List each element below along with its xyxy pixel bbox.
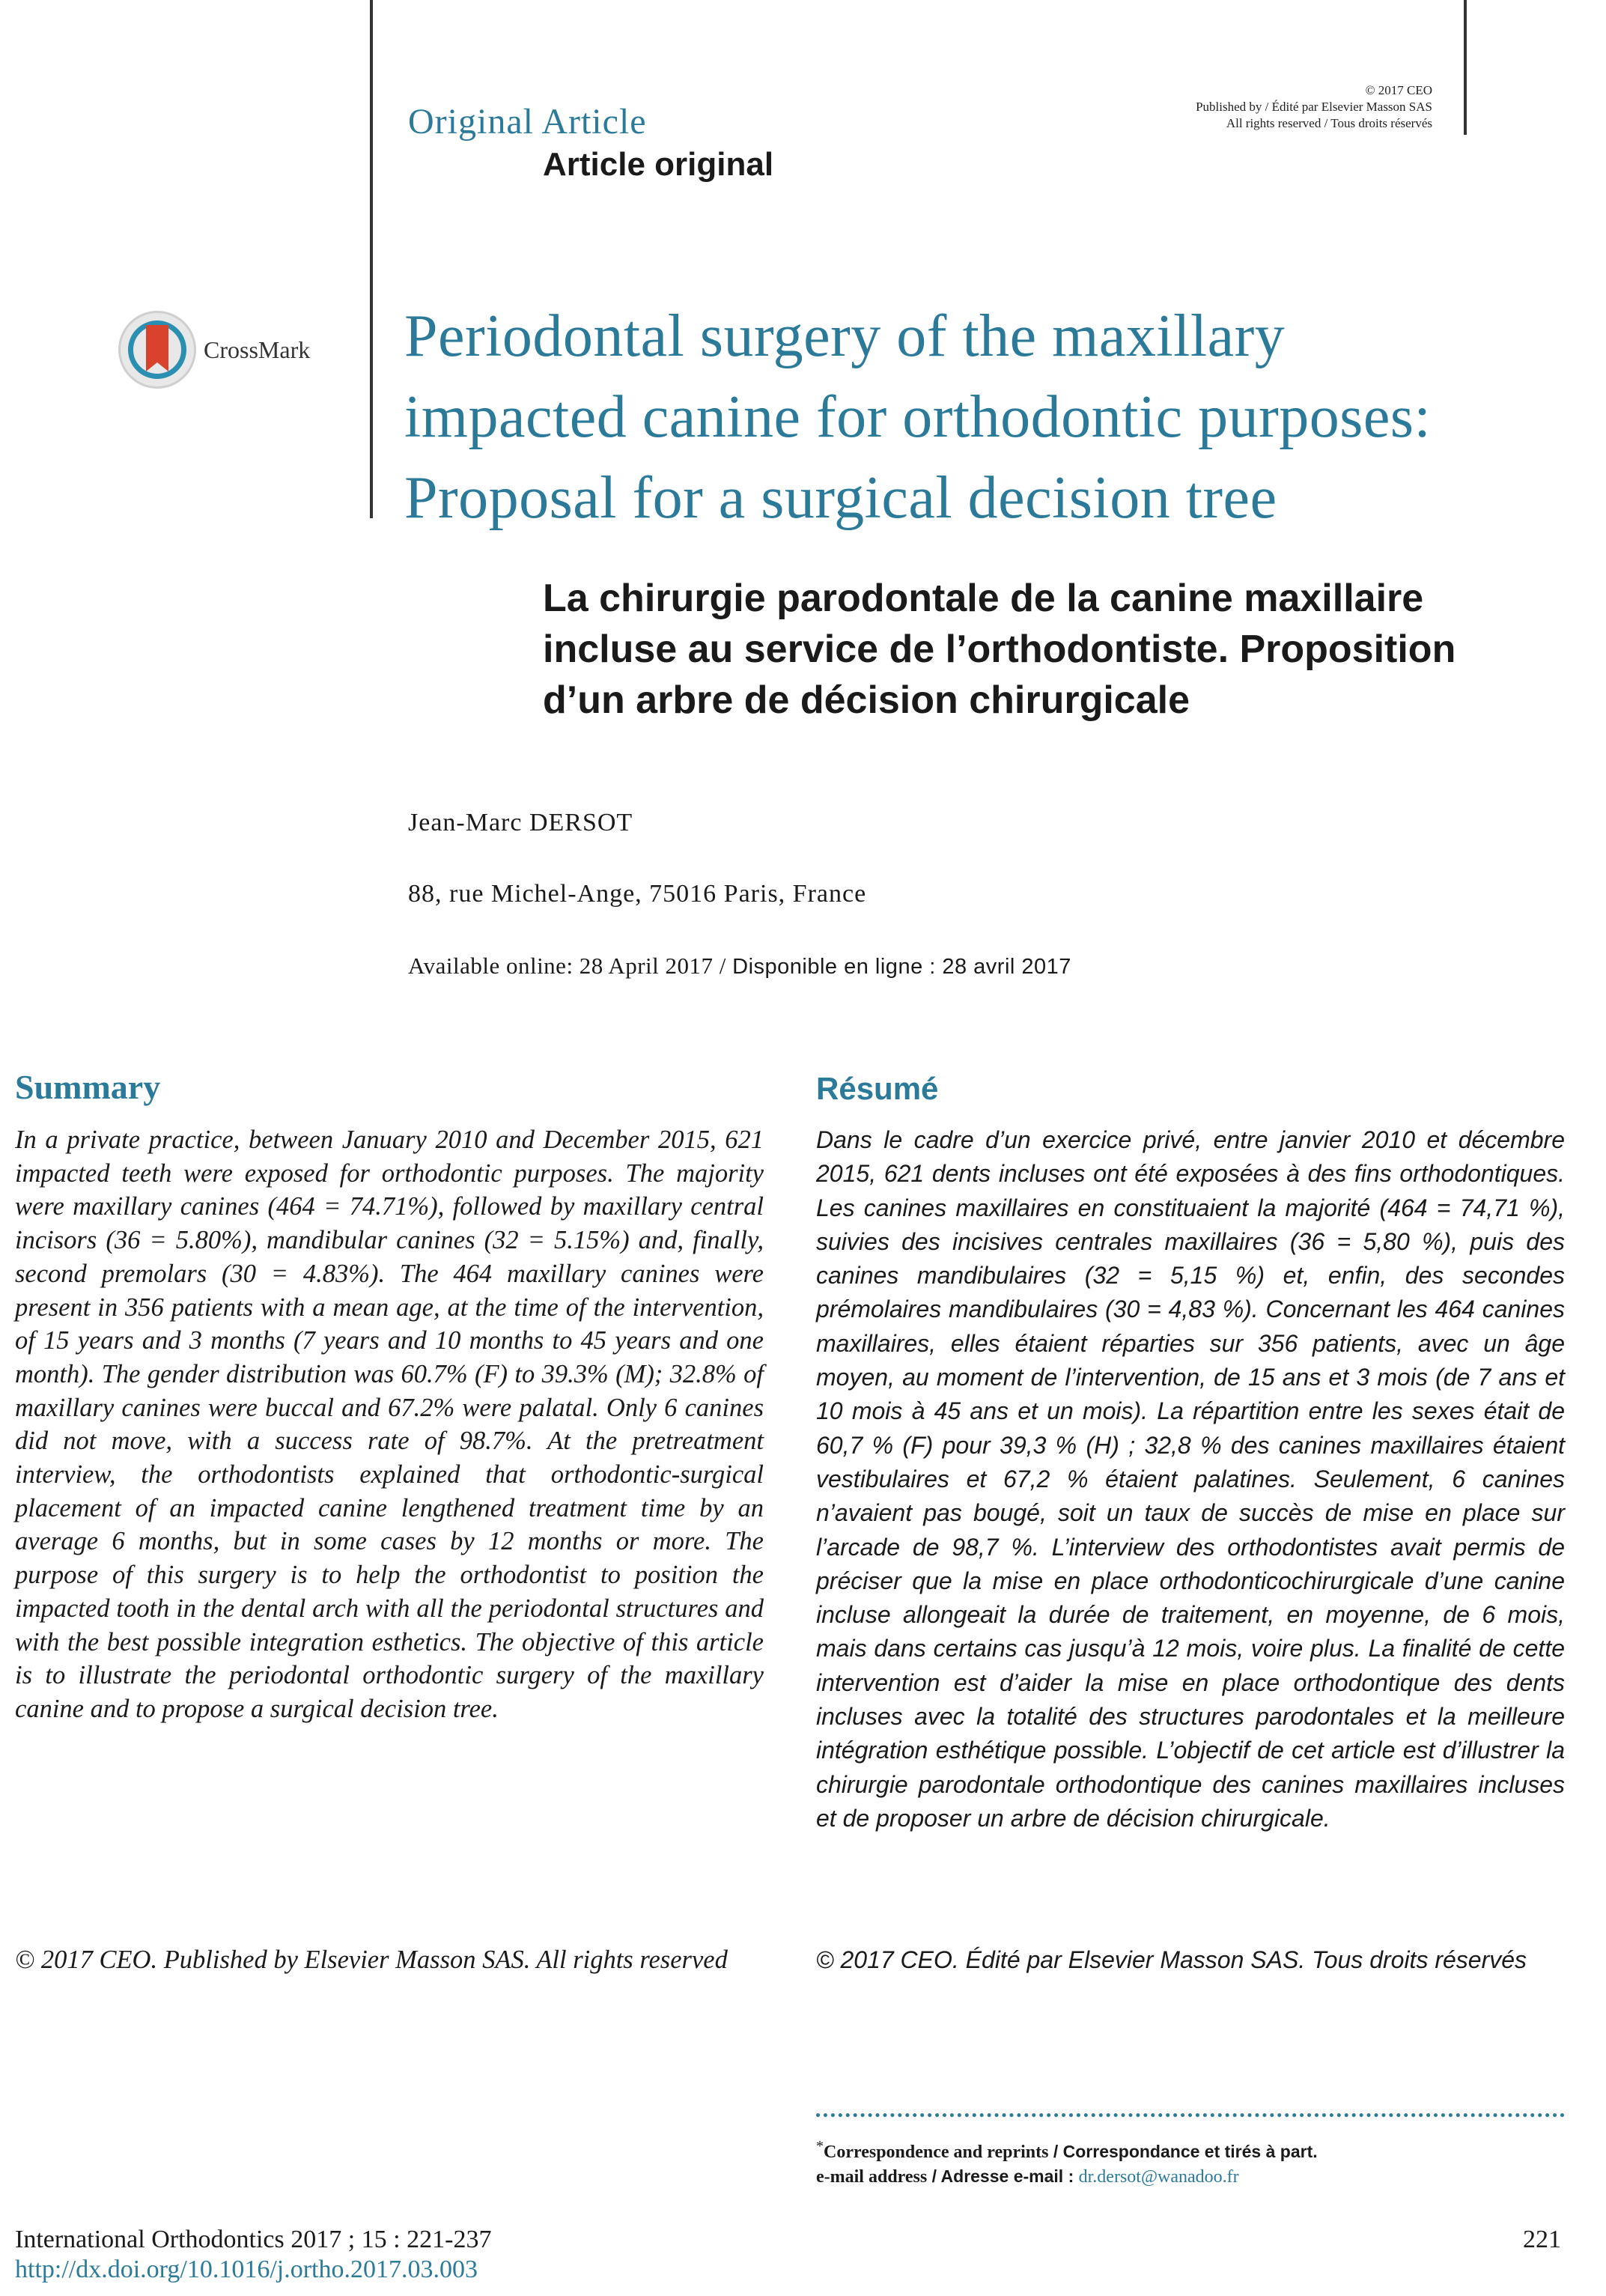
summary-heading: Summary — [15, 1068, 161, 1106]
correspondence-note — [816, 2134, 1318, 2189]
publisher-info — [1196, 82, 1432, 132]
title-line: impacted canine for orthodontic purposes: — [404, 384, 1432, 450]
vertical-rule-left — [370, 0, 373, 518]
title-line: Periodontal surgery of the maxillary — [404, 303, 1286, 369]
title-line: Proposal for a surgical decision tree — [404, 465, 1277, 531]
available-en: Available online: 28 April 2017 / — [408, 953, 733, 979]
correspondence-label-fr: / Correspondance et tirés à part. — [1048, 2142, 1318, 2161]
publisher-line: © 2017 CEO — [1365, 83, 1432, 97]
section-label-fr: Article original — [543, 146, 774, 183]
crossmark-icon — [118, 311, 196, 389]
footnote-star: * — [816, 2138, 824, 2154]
correspondence-label-en: Correspondence and reprints — [824, 2142, 1049, 2162]
author-name: Jean-Marc DERSOT — [408, 809, 633, 836]
resume-copyright: © 2017 CEO. Édité par Elsevier Masson SAS. Tous droits réservés — [816, 1946, 1527, 1973]
crossmark-badge[interactable] — [118, 311, 310, 389]
publisher-line: All rights reserved / Tous droits réservés — [1226, 116, 1432, 130]
title-line: d’un arbre de décision chirurgicale — [543, 678, 1190, 722]
section-label-en: Original Article — [408, 102, 647, 142]
summary-text: In a private practice, between January 2010 and December 2015, 621 impacted teeth were exposed for orthodontic purposes. The majority were maxillary canines (464 = 74.71%), followed by maxillary central incisors (36 = 5.80%), mandibular canines (32 = 5.15%) and, finally, second premolars (30 = 4.83%). The 464 maxillary canines were present in 356 patients with a mean age, at the time of the intervention, of 15 years and 3 months (7 years and 10 months to 45 years and one month). The gender distribution was 60.7% (F) to 39.3% (M); 32.8% of maxillary canines were buccal and 67.2% were palatal. Only 6 canines did not move, with a success rate of 98.7%. At the pretreatment interview, the orthodontists explained that orthodontic-surgical placement of an impacted canine lengthened treatment time by an average 6 months, but in some cases by 12 months or more. The purpose of this surgery is to help the orthodontist to position the impacted tooth in the dental arch with all the periodontal structures and with the best possible integration esthetics. The objective of this article is to illustrate the periodontal orthodontic surgery of the maxillary canine and to propose a surgical decision tree. — [15, 1126, 764, 1723]
email-label-fr: / Adresse e-mail : — [927, 2166, 1079, 2186]
summary-copyright: © 2017 CEO. Published by Elsevier Masson SAS. All rights reserved — [15, 1946, 728, 1974]
email-link[interactable]: dr.dersot@wanadoo.fr — [1078, 2167, 1239, 2187]
page-number: 221 — [1523, 2226, 1561, 2253]
resume-text: Dans le cadre d’un exercice privé, entre janvier 2010 et décembre 2015, 621 dents incluses ont été exposées à des fins orthodontiques. Les canines maxillaires en constituaient la majorité (464 = 74,71 %), suivies des incisives centrales maxillaires (36 = 5,80 %), puis des canines mandibulaires (32 = 5,15 %) et, enfin, des secondes prémolaires mandibulaires (30 = 4,83 %). Concernant les 464 canines maxillaires, elles étaient réparties sur 356 patients, avec un âge moyen, au moment de l’intervention, de 15 ans et 3 mois (de 7 ans et 10 mois à 45 ans et un mois). La répartition entre les sexes était de 60,7 % (F) pour 39,3 % (H) ; 32,8 % des canines maxillaires étaient vestibulaires et 67,2 % étaient palatines. Seulement, 6 canines n’avaient pas bougé, soit un taux de succès de mise en place sur l’arcade de 98,7 %. L’interview des orthodontistes avait permis de préciser que la mise en place orthodonticochirurgicale d’une canine incluse allongeait la durée de traitement, en moyenne, de 6 mois, mais dans certains cas jusqu’à 12 mois, voire plus. La finalité de cette intervention est d’aider la mise en place orthodontique des dents incluses avec la totalité des structures parodontales et la meilleure intégration esthétique possible. L’objectif de cet article est d’illustrer la chirurgie parodontale orthodontique des canines maxillaires incluses et de proposer un arbre de décision chirurgicale. — [816, 1126, 1565, 1832]
publisher-line: Published by / Édité par Elsevier Masson SAS — [1196, 100, 1432, 114]
author-address: 88, rue Michel-Ange, 75016 Paris, France — [408, 880, 867, 908]
crossmark-label: CrossMark — [204, 335, 311, 363]
doi-link[interactable]: http://dx.doi.org/10.1016/j.ortho.2017.03.003 — [15, 2256, 478, 2283]
title-line: La chirurgie parodontale de la canine maxillaire — [543, 577, 1424, 620]
dotted-divider — [816, 2113, 1565, 2117]
vertical-rule-right — [1464, 0, 1467, 135]
article-title-en — [404, 296, 1572, 538]
available-online — [408, 953, 1071, 980]
resume-heading: Résumé — [816, 1071, 939, 1106]
journal-citation: International Orthodontics 2017 ; 15 : 221-237 — [15, 2226, 492, 2253]
email-label-en: e-mail address — [816, 2167, 928, 2187]
article-title-fr — [543, 573, 1591, 726]
title-line: incluse au service de l’orthodontiste. Proposition — [543, 628, 1456, 671]
available-fr: Disponible en ligne : 28 avril 2017 — [732, 955, 1071, 979]
